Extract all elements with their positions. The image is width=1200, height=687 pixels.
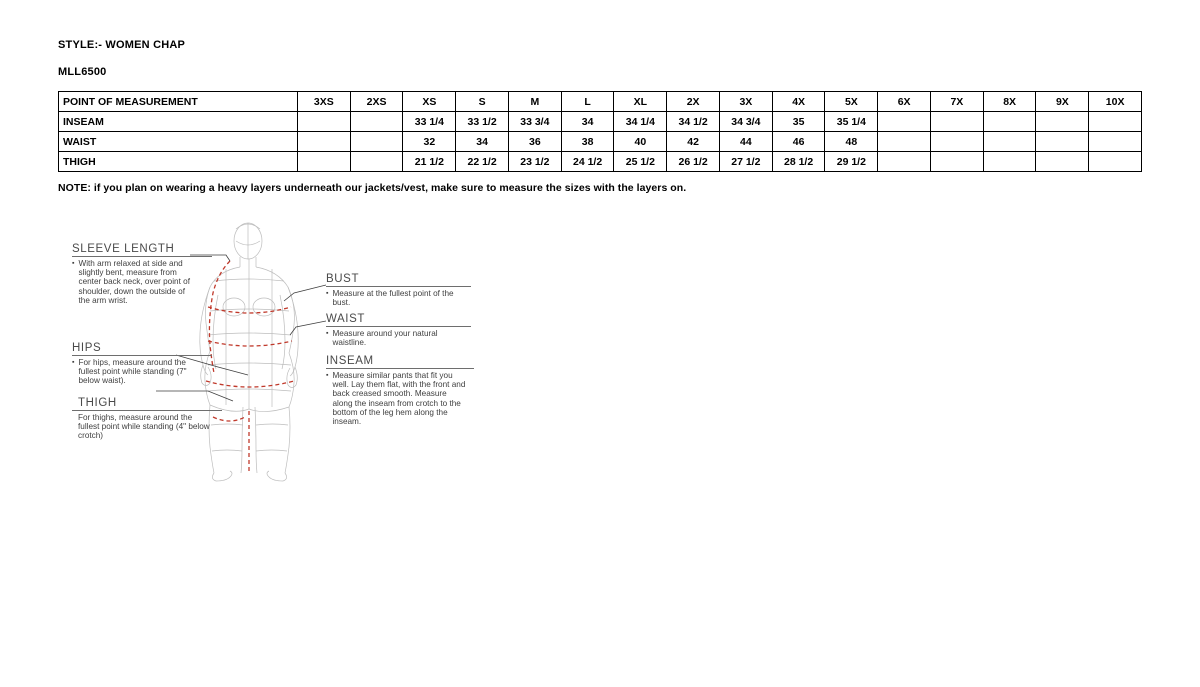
waist-block xyxy=(326,313,471,347)
column-header: 3XS xyxy=(297,92,350,112)
bullet-icon: ▪ xyxy=(72,359,75,366)
table-cell xyxy=(1089,112,1142,132)
thigh-text: For thighs, measure around the fullest point while standing (4" below crotch) xyxy=(78,413,210,441)
size-chart-table xyxy=(58,91,1142,172)
divider xyxy=(326,368,474,369)
waist-line xyxy=(208,341,292,346)
sleeve-length-text: With arm relaxed at side and slightly bent, measure from center back neck, over point of shoulder, down the outside of the arm wrist. xyxy=(78,259,190,305)
bullet-icon: ▪ xyxy=(326,330,329,337)
table-cell: 32 xyxy=(403,132,456,152)
column-header: XS xyxy=(403,92,456,112)
table-cell: 23 1/2 xyxy=(508,152,561,172)
table-cell xyxy=(350,132,403,152)
table-cell: 44 xyxy=(719,132,772,152)
table-cell: 21 1/2 xyxy=(403,152,456,172)
table-cell xyxy=(878,112,931,132)
measurement-note: NOTE: if you plan on wearing a heavy layers underneath our jackets/vest, make sure to measure the sizes with the layers on. xyxy=(58,182,687,194)
column-header: 2X xyxy=(667,92,720,112)
column-header: POINT OF MEASUREMENT xyxy=(59,92,298,112)
table-cell: 22 1/2 xyxy=(456,152,509,172)
column-header: 8X xyxy=(983,92,1036,112)
inseam-block xyxy=(326,355,474,426)
divider xyxy=(72,410,222,411)
divider xyxy=(72,355,212,356)
divider xyxy=(326,326,471,327)
sleeve-length-block xyxy=(72,243,212,305)
hips-title: HIPS xyxy=(72,342,102,354)
bullet-icon: ▪ xyxy=(326,290,329,297)
table-cell: 28 1/2 xyxy=(772,152,825,172)
table-cell: 34 xyxy=(456,132,509,152)
table-cell xyxy=(983,152,1036,172)
column-header: 3X xyxy=(719,92,772,112)
table-cell: 42 xyxy=(667,132,720,152)
table-row xyxy=(59,112,1142,132)
inseam-text: Measure similar pants that fit you well. Lay them flat, with the front and back creased smooth. Measure along the inseam from crotch to the bottom of the leg hem along the inseam. xyxy=(332,371,466,426)
table-cell xyxy=(878,152,931,172)
table-cell: 38 xyxy=(561,132,614,152)
table-cell: 26 1/2 xyxy=(667,152,720,172)
column-header: 9X xyxy=(1036,92,1089,112)
column-header: 5X xyxy=(825,92,878,112)
table-cell: 46 xyxy=(772,132,825,152)
bust-block xyxy=(326,273,471,307)
inseam-title: INSEAM xyxy=(326,355,374,367)
column-header: M xyxy=(508,92,561,112)
table-cell: 35 xyxy=(772,112,825,132)
waist-leader xyxy=(290,321,326,335)
table-cell: 34 1/2 xyxy=(667,112,720,132)
waist-text: Measure around your natural waistline. xyxy=(332,329,438,348)
row-label: THIGH xyxy=(59,152,298,172)
style-label: STYLE:- WOMEN CHAP xyxy=(58,39,186,51)
bust-text: Measure at the fullest point of the bust. xyxy=(332,289,454,308)
column-header: L xyxy=(561,92,614,112)
waist-title: WAIST xyxy=(326,313,365,325)
table-cell xyxy=(878,132,931,152)
table-cell xyxy=(930,112,983,132)
column-header: S xyxy=(456,92,509,112)
measurement-diagram xyxy=(58,215,488,485)
table-cell: 36 xyxy=(508,132,561,152)
table-cell xyxy=(1089,152,1142,172)
table-cell: 27 1/2 xyxy=(719,152,772,172)
divider xyxy=(72,256,212,257)
column-header: 6X xyxy=(878,92,931,112)
table-header-row xyxy=(59,92,1142,112)
column-header: 7X xyxy=(930,92,983,112)
thigh-title: THIGH xyxy=(78,397,117,409)
table-cell xyxy=(1036,152,1089,172)
table-cell: 34 3/4 xyxy=(719,112,772,132)
divider xyxy=(326,286,471,287)
table-cell xyxy=(983,132,1036,152)
table-cell xyxy=(1036,132,1089,152)
bust-title: BUST xyxy=(326,273,360,285)
hips-text: For hips, measure around the fullest point while standing (7" below waist). xyxy=(78,358,187,386)
column-header: 4X xyxy=(772,92,825,112)
sleeve-length-title: SLEEVE LENGTH xyxy=(72,243,175,255)
table-cell: 29 1/2 xyxy=(825,152,878,172)
table-cell xyxy=(930,132,983,152)
sleeve-length-line xyxy=(209,261,230,373)
table-row xyxy=(59,152,1142,172)
table-cell: 40 xyxy=(614,132,667,152)
table-cell: 35 1/4 xyxy=(825,112,878,132)
table-cell: 25 1/2 xyxy=(614,152,667,172)
table-cell xyxy=(350,152,403,172)
table-cell: 34 xyxy=(561,112,614,132)
thigh-block xyxy=(72,397,222,441)
table-cell xyxy=(1036,112,1089,132)
row-label: WAIST xyxy=(59,132,298,152)
table-cell: 34 1/4 xyxy=(614,112,667,132)
table-cell xyxy=(930,152,983,172)
table-cell: 48 xyxy=(825,132,878,152)
table-cell xyxy=(350,112,403,132)
row-label: INSEAM xyxy=(59,112,298,132)
table-cell: 33 1/4 xyxy=(403,112,456,132)
column-header: XL xyxy=(614,92,667,112)
table-cell xyxy=(1089,132,1142,152)
hips-block xyxy=(72,342,212,386)
hips-line xyxy=(206,381,294,387)
column-header: 10X xyxy=(1089,92,1142,112)
table-cell xyxy=(297,152,350,172)
model-code: MLL6500 xyxy=(58,66,107,78)
table-row xyxy=(59,132,1142,152)
bullet-icon: ▪ xyxy=(326,372,329,379)
table-cell: 33 3/4 xyxy=(508,112,561,132)
column-header: 2XS xyxy=(350,92,403,112)
table-cell: 24 1/2 xyxy=(561,152,614,172)
table-cell xyxy=(297,132,350,152)
table-cell xyxy=(983,112,1036,132)
bullet-icon: ▪ xyxy=(72,260,75,267)
table-cell: 33 1/2 xyxy=(456,112,509,132)
table-cell xyxy=(297,112,350,132)
